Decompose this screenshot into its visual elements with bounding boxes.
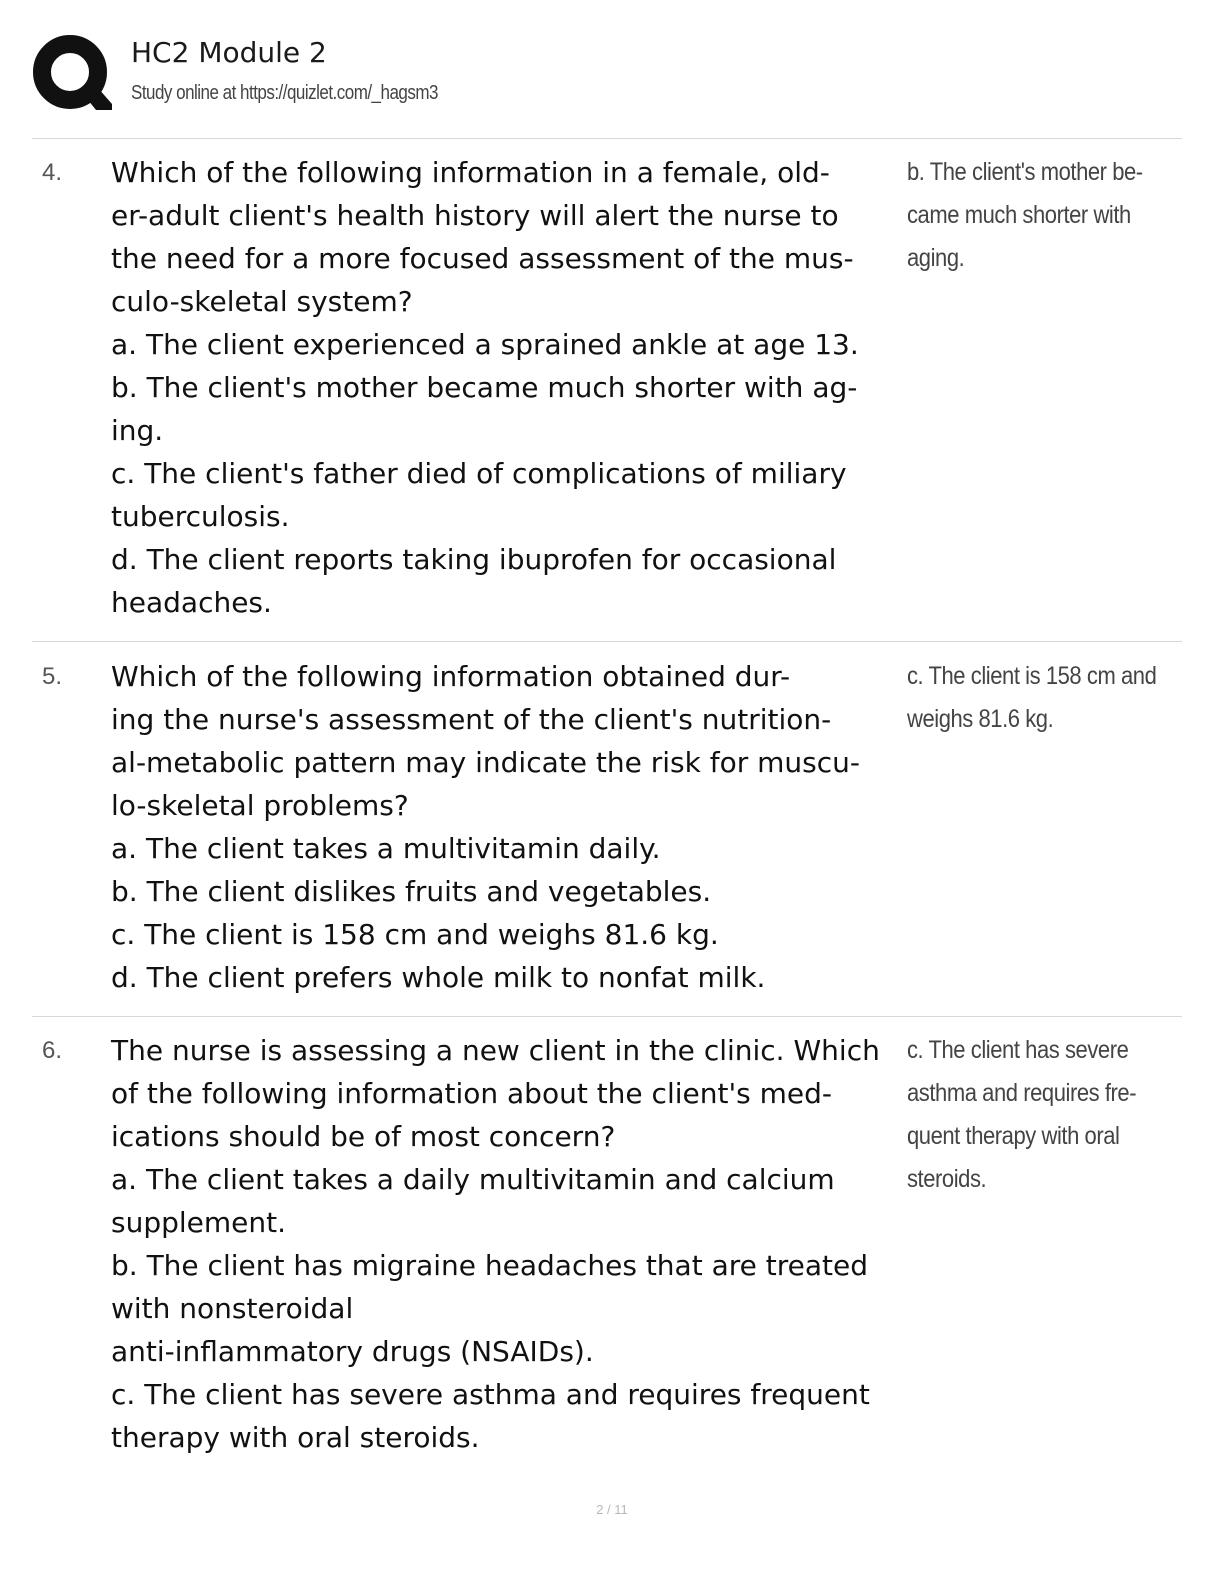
option-line: b. The client dislikes fruits and vegetables.	[111, 875, 712, 908]
card-answer	[907, 151, 1192, 280]
option-line: ing.	[111, 414, 164, 447]
flashcard-6	[32, 1029, 1182, 1469]
flashcard-4	[32, 151, 1182, 621]
option-line: supplement.	[111, 1206, 287, 1239]
question-line: culo-skeletal system?	[111, 285, 413, 318]
question-line: ing the nurse's assessment of the client's nutrition-	[111, 703, 832, 736]
card-number: 5.	[42, 663, 63, 690]
option-line: a. The client experienced a sprained ankle at age 13.	[111, 328, 859, 361]
option-line: with nonsteroidal	[111, 1292, 354, 1325]
question-line: Which of the following information in a female, old-	[111, 156, 830, 189]
card-answer	[907, 655, 1192, 741]
answer-line: quent therapy with oral	[907, 1122, 1120, 1150]
option-line: c. The client has severe asthma and requires frequent	[111, 1378, 870, 1411]
card-answer	[907, 1029, 1192, 1201]
card-question	[111, 655, 906, 999]
flashcard-5	[32, 655, 1182, 1000]
question-line: of the following information about the client's med-	[111, 1077, 833, 1110]
answer-line: asthma and requires fre-	[907, 1079, 1137, 1107]
option-line: a. The client takes a daily multivitamin and calcium	[111, 1163, 835, 1196]
card-question	[111, 151, 906, 624]
option-line: d. The client reports taking ibuprofen for occasional	[111, 543, 837, 576]
question-line: the need for a more focused assessment of the mus-	[111, 242, 854, 275]
card-divider	[32, 641, 1182, 642]
answer-line: weighs 81.6 kg.	[907, 705, 1054, 733]
card-number: 6.	[42, 1037, 63, 1064]
option-line: headaches.	[111, 586, 272, 619]
answer-line: c. The client is 158 cm and	[907, 662, 1157, 690]
card-divider	[32, 1016, 1182, 1017]
option-line: c. The client's father died of complications of miliary	[111, 457, 847, 490]
option-line: tuberculosis.	[111, 500, 290, 533]
option-line: anti-inflammatory drugs (NSAIDs).	[111, 1335, 594, 1368]
page-number: 2 / 11	[596, 1502, 628, 1517]
header-divider	[32, 138, 1182, 139]
question-line: ications should be of most concern?	[111, 1120, 616, 1153]
answer-line: b. The client's mother be-	[907, 158, 1143, 186]
option-line: d. The client prefers whole milk to nonfat milk.	[111, 961, 766, 994]
answer-line: came much shorter with	[907, 201, 1131, 229]
question-line: Which of the following information obtained dur-	[111, 660, 791, 693]
answer-line: c. The client has severe	[907, 1036, 1129, 1064]
card-number: 4.	[42, 159, 63, 186]
document-title: HC2 Module 2	[131, 36, 327, 69]
question-line: er-adult client's health history will alert the nurse to	[111, 199, 839, 232]
page-header	[32, 30, 1182, 120]
option-line: b. The client has migraine headaches that are treated	[111, 1249, 868, 1282]
answer-line: steroids.	[907, 1165, 987, 1193]
option-line: c. The client is 158 cm and weighs 81.6 kg.	[111, 918, 719, 951]
quizlet-logo-icon	[32, 34, 112, 114]
card-question	[111, 1029, 906, 1459]
question-line: lo-skeletal problems?	[111, 789, 409, 822]
option-line: a. The client takes a multivitamin daily.	[111, 832, 661, 865]
question-line: The nurse is assessing a new client in the clinic. Which	[111, 1034, 880, 1067]
option-line: therapy with oral steroids.	[111, 1421, 480, 1454]
study-online-link[interactable]: Study online at https://quizlet.com/_hagsm3	[131, 82, 438, 104]
answer-line: aging.	[907, 244, 965, 272]
question-line: al-metabolic pattern may indicate the risk for muscu-	[111, 746, 860, 779]
option-line: b. The client's mother became much shorter with ag-	[111, 371, 858, 404]
